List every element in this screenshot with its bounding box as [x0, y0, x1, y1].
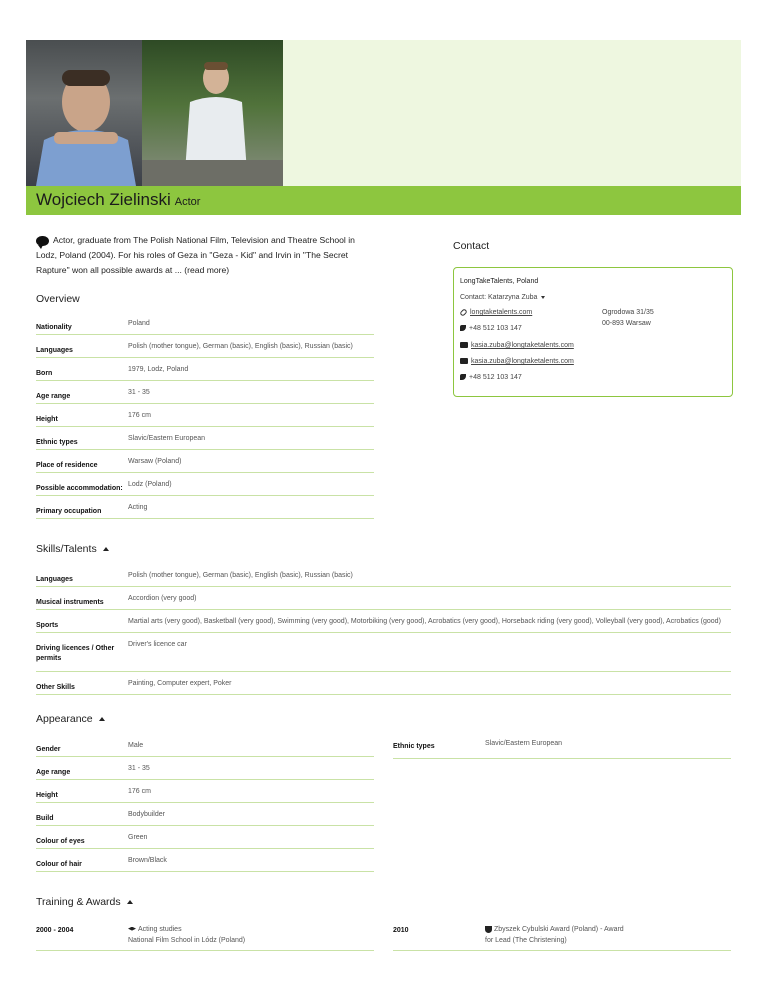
row-label: Place of residence — [36, 462, 98, 469]
row-value: Brown/Black — [128, 857, 167, 864]
phone-icon — [460, 325, 466, 331]
appearance-title: Appearance — [36, 713, 93, 725]
table-row — [36, 479, 374, 496]
row-label: Languages — [36, 347, 73, 354]
row-value: Driver's licence car — [128, 641, 187, 648]
row-value: Martial arts (very good), Basketball (very good), Swimming (very good), Motorbiking (very good), Acrobatics (very good), Horseback riding (very good), Volleyball (very good), Acrobatics (good) — [128, 618, 721, 625]
row-value: 176 cm — [128, 788, 151, 795]
photo-garden-image — [142, 40, 283, 186]
training-line1: Acting studies — [138, 926, 182, 933]
row-label: Driving licences / Other permits — [36, 645, 115, 662]
award-row — [393, 922, 731, 951]
table-row — [36, 341, 374, 358]
training-title: Training & Awards — [36, 896, 121, 908]
phone-icon — [460, 374, 466, 380]
row-label: Ethnic types — [393, 743, 435, 750]
row-label: Ethnic types — [36, 439, 78, 446]
row-label: Build — [36, 815, 54, 822]
mail-icon — [460, 342, 468, 348]
table-row — [36, 855, 374, 872]
table-row — [36, 570, 731, 587]
row-value: Accordion (very good) — [128, 595, 197, 602]
table-row — [36, 809, 374, 826]
row-label: Sports — [36, 622, 59, 629]
contact-person: Contact: Katarzyna Zuba — [460, 294, 538, 301]
actor-photo-portrait[interactable] — [26, 40, 142, 186]
row-label: Musical instruments — [36, 599, 104, 606]
phone-number-2[interactable]: +48 512 103 147 — [469, 374, 522, 381]
actor-role: Actor — [174, 196, 201, 208]
collapse-icon — [127, 900, 133, 904]
graduation-cap-icon — [128, 927, 136, 932]
row-value: Poland — [128, 320, 150, 327]
training-line2: National Film School in Lódz (Poland) — [128, 937, 246, 944]
row-value: 1979, Lodz, Poland — [128, 366, 189, 373]
award-line2: for Lead (The Christening) — [485, 937, 567, 944]
table-row — [36, 364, 374, 381]
award-line1: Zbyszek Cybulski Award (Poland) - Award — [494, 926, 624, 933]
row-value: 176 cm — [128, 412, 151, 419]
mail-icon — [460, 358, 468, 364]
email-link-1[interactable]: kasia.zuba@longtaketalents.com — [471, 342, 574, 349]
table-row — [36, 740, 374, 757]
row-value: Painting, Computer expert, Poker — [128, 680, 232, 687]
row-value: Polish (mother tongue), German (basic), English (basic), Russian (basic) — [128, 343, 353, 350]
row-value: Warsaw (Poland) — [128, 458, 182, 465]
intro-description: Actor, graduate from The Polish National Film, Television and Theatre School in Lodz, Poland (2004). For his roles of Geza in "Geza - Kid" and Irvin in "The Secret Rapture" won all possible awards at ... — [36, 235, 355, 275]
table-row — [36, 639, 731, 672]
training-period: 2000 - 2004 — [36, 927, 74, 934]
row-value: Green — [128, 834, 148, 841]
table-row — [36, 433, 374, 450]
training-row — [36, 922, 374, 951]
row-label: Colour of hair — [36, 861, 82, 868]
appearance-row-ethnic — [393, 740, 731, 759]
row-value: Male — [128, 742, 144, 749]
row-value: Lodz (Poland) — [128, 481, 172, 488]
website-link[interactable]: longtaketalents.com — [470, 309, 533, 316]
collapse-icon — [99, 717, 105, 721]
overview-heading: Overview — [36, 293, 80, 305]
chevron-down-icon — [541, 296, 545, 299]
row-label: Height — [36, 792, 58, 799]
row-label: Gender — [36, 746, 61, 753]
table-row — [36, 593, 731, 610]
email-link-2[interactable]: kasia.zuba@longtaketalents.com — [471, 358, 574, 365]
actor-photo-garden[interactable] — [142, 40, 283, 186]
phone-number-1[interactable]: +48 512 103 147 — [469, 325, 522, 332]
row-value: Slavic/Eastern European — [485, 740, 563, 747]
trophy-icon — [485, 926, 492, 933]
table-row — [36, 387, 374, 404]
speech-bubble-icon — [36, 236, 49, 246]
row-value: Bodybuilder — [128, 811, 165, 818]
actor-name-heading — [36, 190, 200, 210]
address-line-1: Ogrodowa 31/35 — [602, 309, 654, 316]
award-period: 2010 — [393, 927, 409, 934]
row-label: Nationality — [36, 324, 72, 331]
row-value: 31 - 35 — [128, 389, 150, 396]
contact-card — [453, 267, 733, 397]
read-more-link[interactable]: (read more) — [184, 265, 230, 275]
row-value: Acting — [128, 504, 148, 511]
contact-heading: Contact — [453, 240, 490, 252]
row-label: Age range — [36, 769, 71, 776]
row-label: Primary occupation — [36, 508, 102, 515]
table-row — [36, 502, 374, 519]
row-label: Languages — [36, 576, 73, 583]
row-label: Height — [36, 416, 58, 423]
row-label: Colour of eyes — [36, 838, 85, 845]
contact-person-dropdown[interactable] — [460, 294, 545, 301]
table-row — [36, 678, 731, 695]
collapse-icon — [103, 547, 109, 551]
agency-name: LongTakeTalents, Poland — [460, 278, 539, 285]
row-label: Age range — [36, 393, 71, 400]
intro-text — [36, 233, 366, 278]
row-value: 31 - 35 — [128, 765, 150, 772]
table-row — [36, 410, 374, 427]
table-row — [36, 616, 731, 633]
table-row — [36, 318, 374, 335]
actor-name: Wojciech Zielinski — [36, 190, 171, 209]
link-icon — [459, 308, 467, 316]
table-row — [36, 763, 374, 780]
row-label: Born — [36, 370, 53, 377]
table-row — [36, 786, 374, 803]
row-label: Possible accommodation: — [36, 485, 123, 492]
row-value: Slavic/Eastern European — [128, 435, 206, 442]
training-heading[interactable] — [36, 896, 133, 908]
skills-heading[interactable] — [36, 543, 109, 555]
row-value: Polish (mother tongue), German (basic), English (basic), Russian (basic) — [128, 572, 353, 579]
appearance-heading[interactable] — [36, 713, 105, 725]
table-row — [36, 832, 374, 849]
photo-portrait-image — [26, 40, 142, 186]
address-line-2: 00-893 Warsaw — [602, 320, 651, 327]
table-row — [36, 456, 374, 473]
skills-title: Skills/Talents — [36, 543, 97, 555]
row-label: Other Skills — [36, 684, 75, 691]
